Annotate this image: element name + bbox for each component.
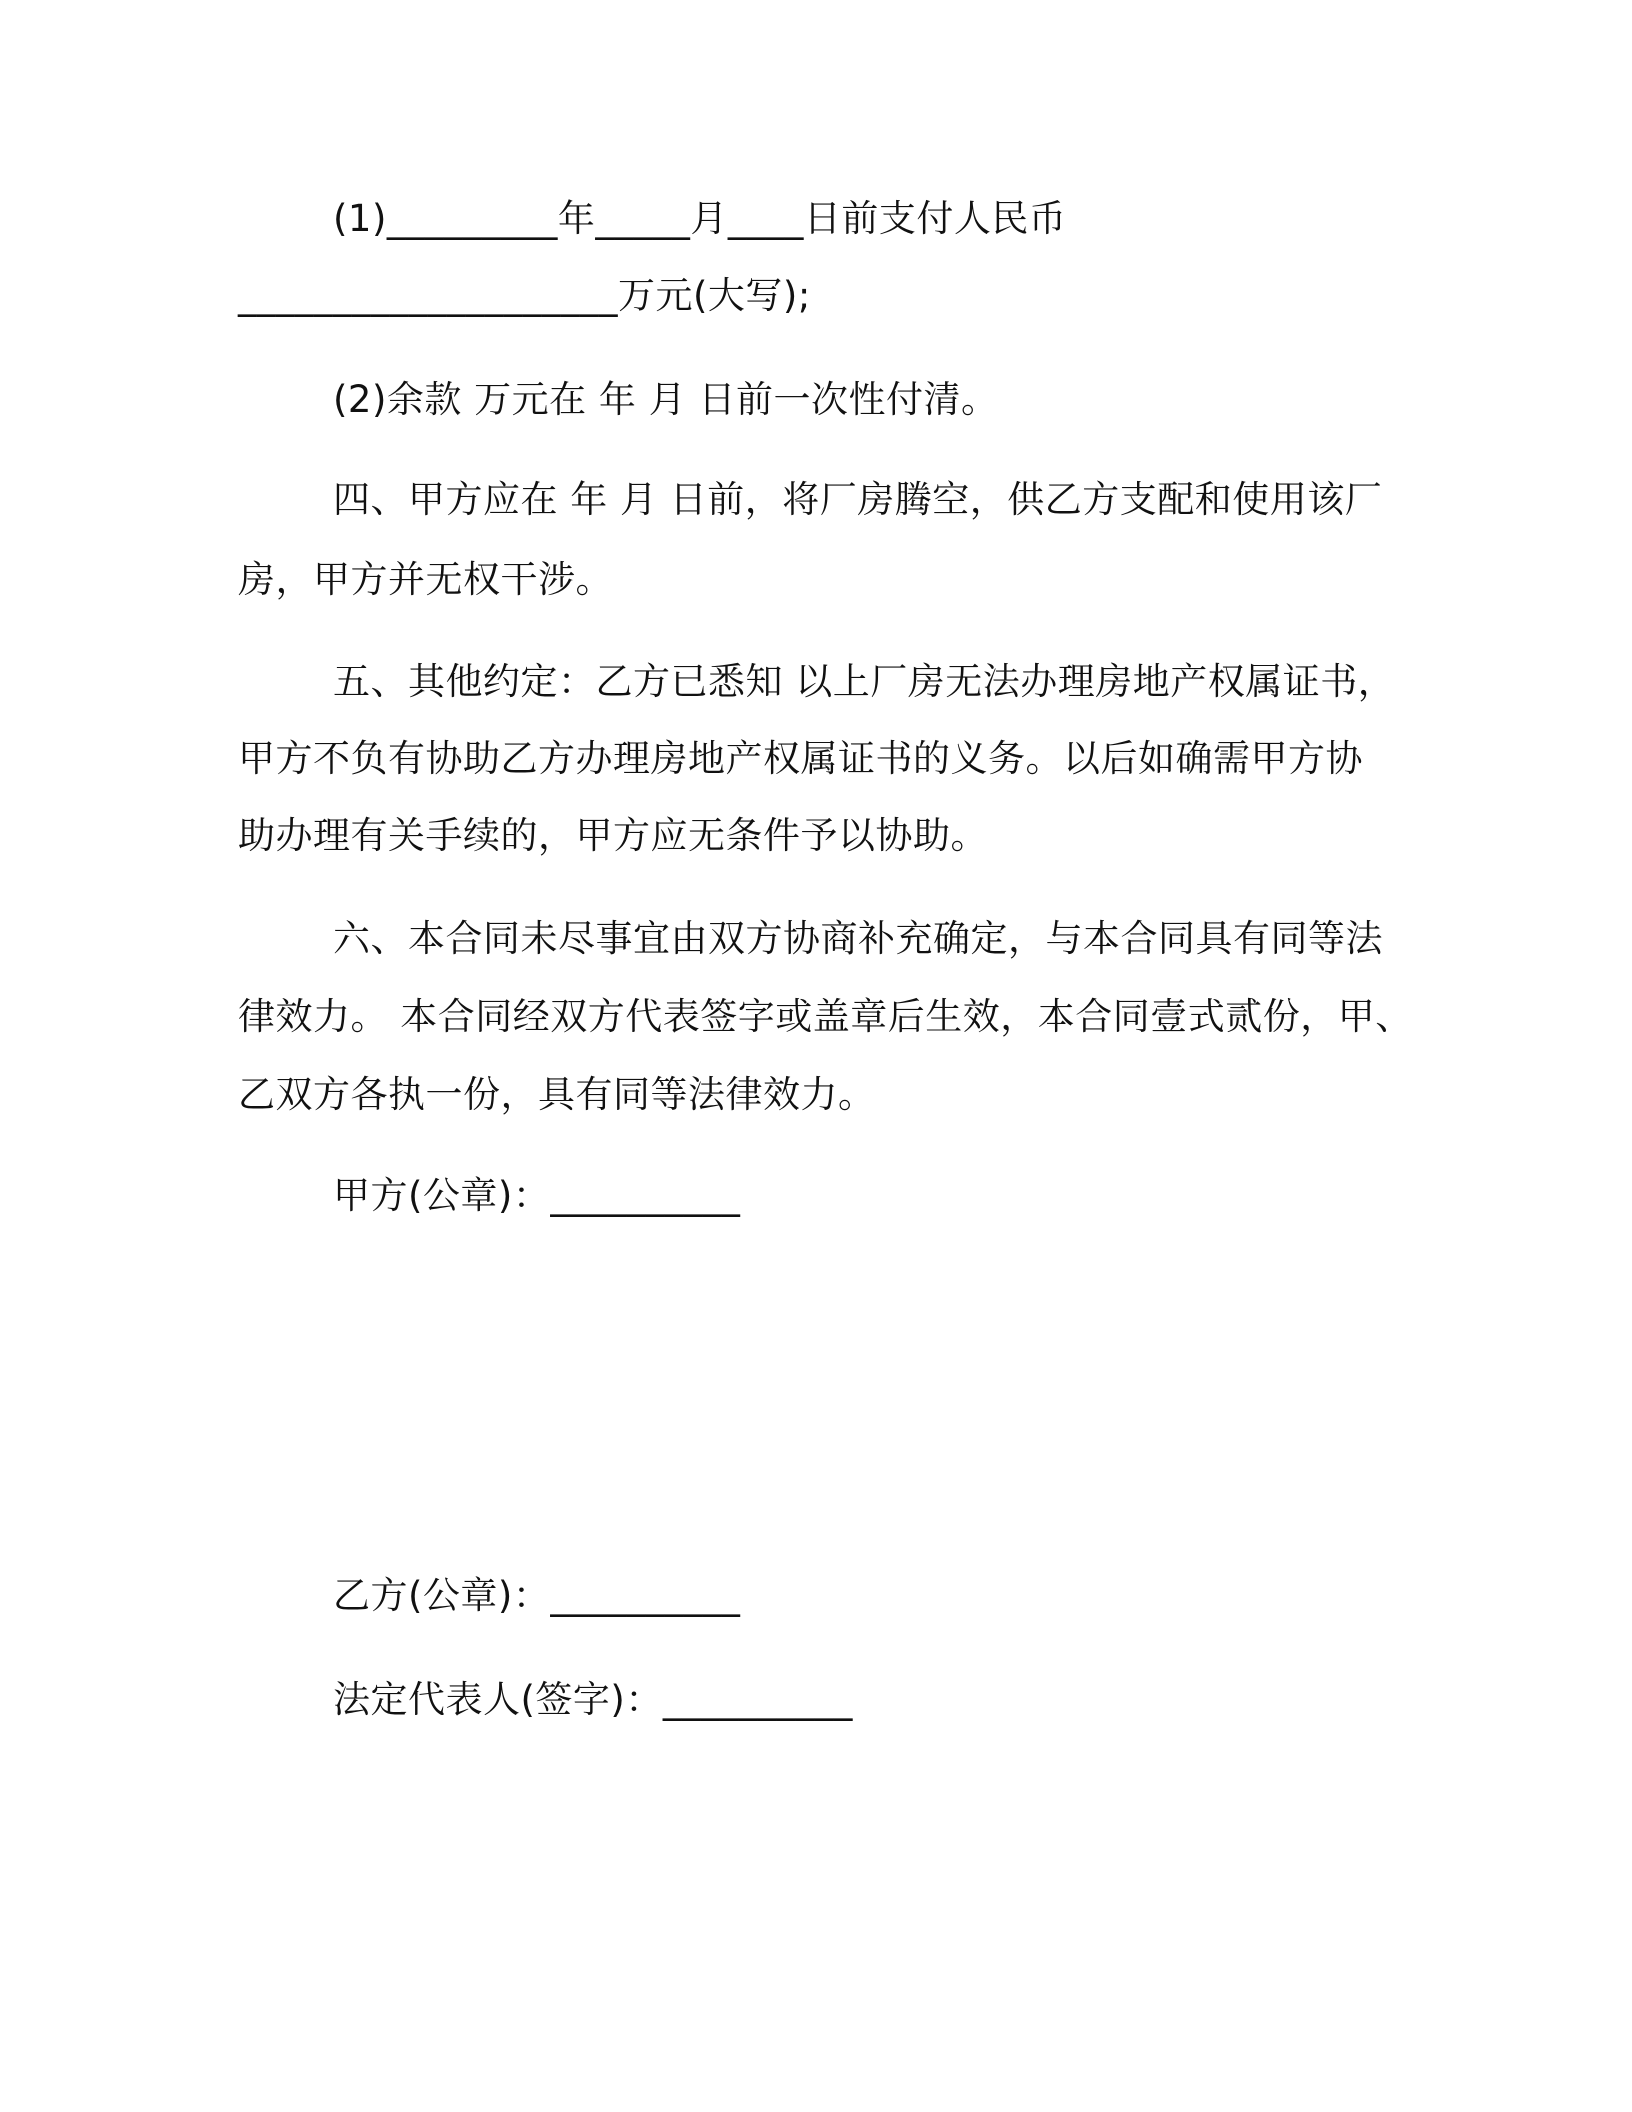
legal-representative-signature-line: 法定代表人(签字)：__________ <box>333 1678 853 1721</box>
clause-five-line-1: 五、其他约定：乙方已悉知 以上厂房无法办理房地产权属证书， <box>333 660 1396 703</box>
clause-six-line-1: 六、本合同未尽事宜由双方协商补充确定，与本合同具有同等法 <box>333 917 1383 960</box>
payment-clause-1-line-1: (1)_________年_____月____日前支付人民币 <box>333 197 1067 240</box>
payment-clause-1-line-2: ____________________万元(大写); <box>238 274 811 317</box>
clause-six-line-3: 乙双方各执一份，具有同等法律效力。 <box>238 1073 876 1116</box>
clause-five-line-2: 甲方不负有协助乙方办理房地产权属证书的义务。以后如确需甲方协 <box>238 737 1363 780</box>
clause-six-line-2: 律效力。 本合同经双方代表签字或盖章后生效，本合同壹式贰份，甲、 <box>238 995 1413 1038</box>
clause-four-line-2: 房，甲方并无权干涉。 <box>238 558 613 601</box>
payment-clause-2: (2)余款 万元在 年 月 日前一次性付清。 <box>333 378 999 421</box>
party-b-seal-line: 乙方(公章)：__________ <box>333 1574 741 1617</box>
party-a-seal-line: 甲方(公章)：__________ <box>333 1174 741 1217</box>
clause-four-line-1: 四、甲方应在 年 月 日前，将厂房腾空，供乙方支配和使用该厂 <box>333 478 1383 521</box>
clause-five-line-3: 助办理有关手续的，甲方应无条件予以协助。 <box>238 814 988 857</box>
